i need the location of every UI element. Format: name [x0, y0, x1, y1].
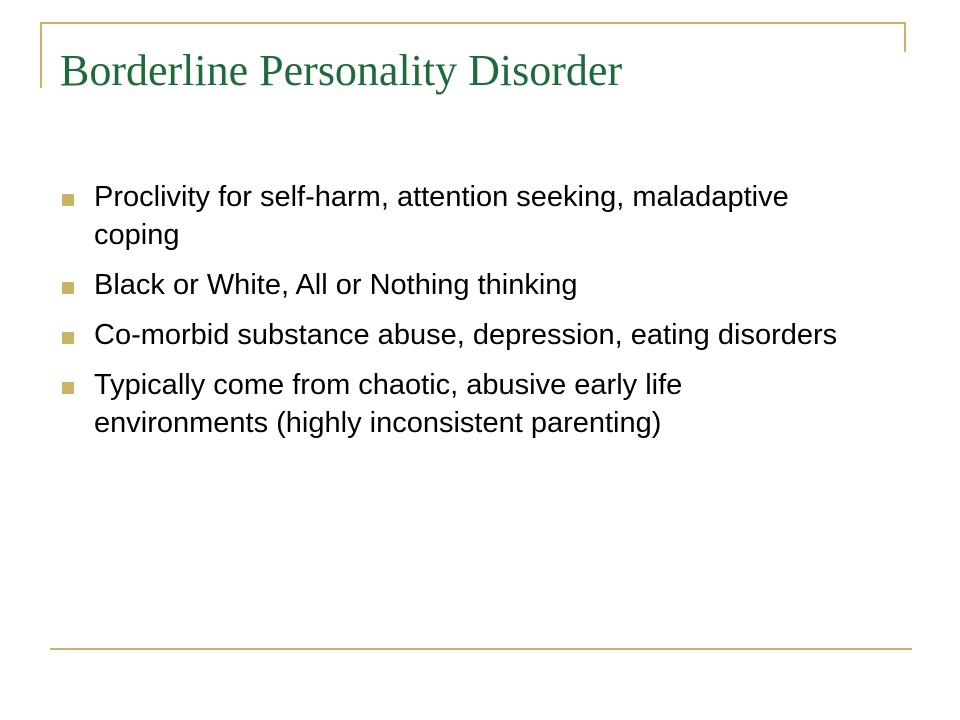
bullet-text: Proclivity for self-harm, attention seeking, maladaptive coping [94, 181, 789, 251]
bullet-text: Typically come from chaotic, abusive early life environments (highly inconsistent parenting) [94, 369, 683, 439]
bottom-frame-rule [50, 648, 912, 650]
top-frame-rule [40, 22, 906, 24]
bullet-item [60, 366, 860, 442]
square-bullet-icon [62, 332, 74, 344]
right-frame-rule [904, 22, 906, 52]
bullet-text: Co-morbid substance abuse, depression, eating disorders [94, 319, 838, 351]
bullet-list [60, 178, 860, 454]
bullet-item [60, 266, 860, 304]
bullet-text: Black or White, All or Nothing thinking [94, 269, 578, 301]
square-bullet-icon [62, 282, 74, 294]
square-bullet-icon [62, 382, 74, 394]
square-bullet-icon [62, 194, 74, 206]
bullet-item [60, 316, 860, 354]
bullet-item [60, 178, 860, 254]
slide-title: Borderline Personality Disorder [60, 46, 623, 95]
left-frame-rule [40, 22, 42, 88]
